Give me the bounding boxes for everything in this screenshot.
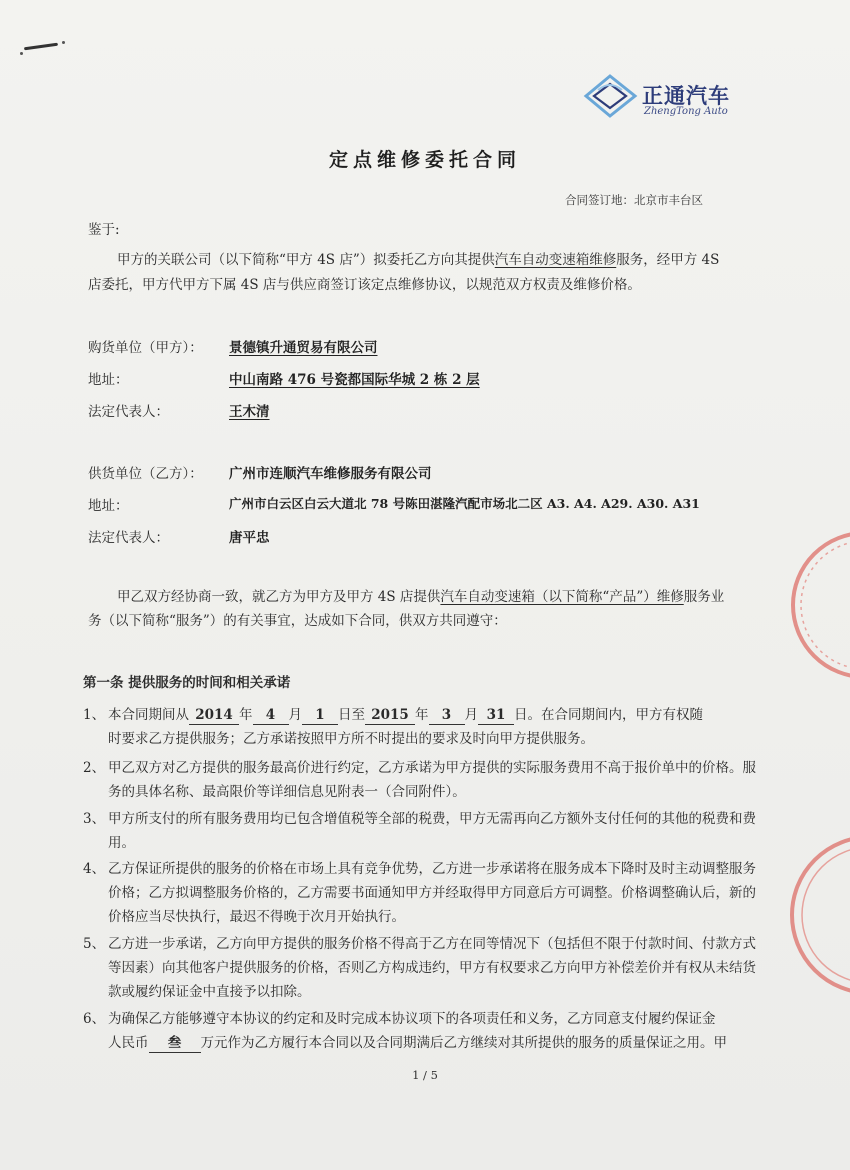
item-1-year-label: 年	[239, 707, 253, 723]
item-text	[108, 703, 763, 751]
start-month: 4	[253, 706, 289, 725]
article-1-item-3	[83, 807, 763, 855]
logo-name-cn: 正通汽车	[642, 84, 730, 108]
party-b-address: 广州市白云区白云大道北 78 号陈田湛隆汽配市场北二区 A3. A4. A29. A30. A31	[229, 496, 700, 511]
party-b-address-label: 地址：	[88, 498, 129, 514]
item-text: 乙方保证所提供的服务的价格在市场上具有竞争优势，乙方进一步承诺将在服务成本下降时及时主动调整服务价格；乙方拟调整服务价格的，乙方需要书面通知甲方并经取得甲方同意后方可调整。价格调整确认后，新的价格应当尽快执行，最迟不得晚于次月开始执行。	[108, 861, 756, 925]
company-logo	[580, 72, 770, 122]
party-b-name: 广州市连顺汽车维修服务有限公司	[229, 466, 432, 482]
item-number: 6、	[83, 1011, 106, 1027]
agreement-text-b: 服务业	[683, 589, 725, 605]
preamble-service: 汽车自动变速箱维修	[494, 252, 617, 268]
item-1-to-label: 日至	[338, 707, 365, 723]
party-b-rep: 唐平忠	[229, 530, 270, 546]
preamble-text-b: 服务，经甲方 4S	[616, 252, 720, 268]
item-text: 甲乙双方对乙方提供的服务最高价进行约定，乙方承诺为甲方提供的实际服务费用不高于报价单中的价格。服务的具体名称、最高限价等详细信息见附表一（合同附件）。	[108, 760, 756, 800]
preamble-text-a: 甲方的关联公司（以下简称“甲方 4S 店”）拟委托乙方向其提供	[117, 252, 495, 268]
party-b-rep-label: 法定代表人：	[88, 530, 169, 546]
preamble-heading: 鉴于:	[88, 222, 120, 238]
party-a-address: 中山南路 476 号瓷都国际华城 2 栋 2 层	[229, 372, 480, 388]
item-6-line-1: 为确保乙方能够遵守本协议的约定和及时完成本协议项下的各项责任和义务，乙方同意支付履约保证金	[108, 1011, 716, 1027]
item-text: 乙方进一步承诺，乙方向甲方提供的服务价格不得高于乙方在同等情况下（包括但不限于付款时间、付款方式等因素）向其他客户提供服务的价格，否则乙方构成违约，甲方有权要求乙方向甲方补偿差价并有权从未结货款或履约保证金中直接予以扣除。	[108, 936, 756, 1000]
party-a-name-label: 购货单位（甲方）：	[88, 340, 203, 356]
article-1-item-5	[83, 932, 763, 1004]
red-seal-stamp-icon	[780, 520, 850, 690]
item-1-month-label: 月	[288, 707, 302, 723]
end-day: 31	[478, 706, 514, 725]
article-1-item-2	[83, 756, 763, 804]
party-a-rep: 王木清	[229, 404, 270, 420]
scan-dot	[20, 52, 23, 55]
party-a-rep-label: 法定代表人：	[88, 404, 169, 420]
item-number: 1、	[83, 707, 106, 723]
item-6-pre: 人民币	[108, 1035, 149, 1051]
item-1-year-label-2: 年	[415, 707, 429, 723]
preamble-line-2: 店委托，甲方代甲方下属 4S 店与供应商签订该定点维修协议，以规范双方权责及维修价格。	[88, 277, 641, 293]
agreement-service: 汽车自动变速箱（以下简称“产品”）维修	[440, 589, 684, 605]
start-day: 1	[302, 706, 338, 725]
agreement-text-a: 甲乙双方经协商一致，就乙方为甲方及甲方 4S 店提供	[117, 589, 441, 605]
item-1-month-label-2: 月	[464, 707, 478, 723]
item-1-post: 日。在合同期间内，甲方有权随	[514, 707, 703, 723]
article-1-item-1	[83, 703, 763, 751]
document-title: 定点维修委托合同	[328, 149, 521, 171]
sign-place: 合同签订地：北京市丰台区	[565, 193, 703, 207]
logo-name-en: ZhengTong Auto	[644, 106, 728, 117]
preamble-line-1	[117, 250, 719, 270]
item-number: 2、	[83, 760, 106, 776]
party-a-address-label: 地址：	[88, 372, 129, 388]
page-number: 1 / 5	[412, 1068, 438, 1082]
deposit-amount: 叁	[149, 1034, 201, 1053]
article-1-item-6	[83, 1007, 763, 1055]
item-number: 4、	[83, 861, 106, 877]
end-month: 3	[429, 706, 465, 725]
scan-dot	[62, 41, 65, 44]
item-1-pre: 本合同期间从	[108, 707, 189, 723]
item-text	[108, 1007, 763, 1055]
start-year: 2014	[189, 706, 239, 725]
agreement-line-1	[117, 587, 724, 607]
item-6-post: 万元作为乙方履行本合同以及合同期满后乙方继续对其所提供的服务的质量保证之用。甲	[200, 1035, 727, 1051]
item-text: 甲方所支付的所有服务费用均已包含增值税等全部的税费，甲方无需再向乙方额外支付任何的其他的税费和费用。	[108, 811, 756, 851]
party-b-name-label: 供货单位（乙方）：	[88, 466, 203, 482]
party-a-name: 景德镇升通贸易有限公司	[229, 340, 378, 356]
zhengtong-logo-icon	[580, 72, 640, 122]
agreement-line-2: 务（以下简称“服务”）的有关事宜，达成如下合同，供双方共同遵守：	[88, 613, 507, 629]
item-1-line-2: 时要求乙方提供服务；乙方承诺按照甲方所不时提出的要求及时向甲方提供服务。	[108, 731, 594, 747]
article-1-title: 第一条 提供服务的时间和相关承诺	[83, 675, 291, 691]
item-number: 3、	[83, 811, 106, 827]
item-number: 5、	[83, 936, 106, 952]
article-1-item-4	[83, 857, 763, 929]
end-year: 2015	[365, 706, 415, 725]
scan-mark	[24, 43, 58, 51]
red-seal-stamp-icon	[790, 815, 850, 1015]
